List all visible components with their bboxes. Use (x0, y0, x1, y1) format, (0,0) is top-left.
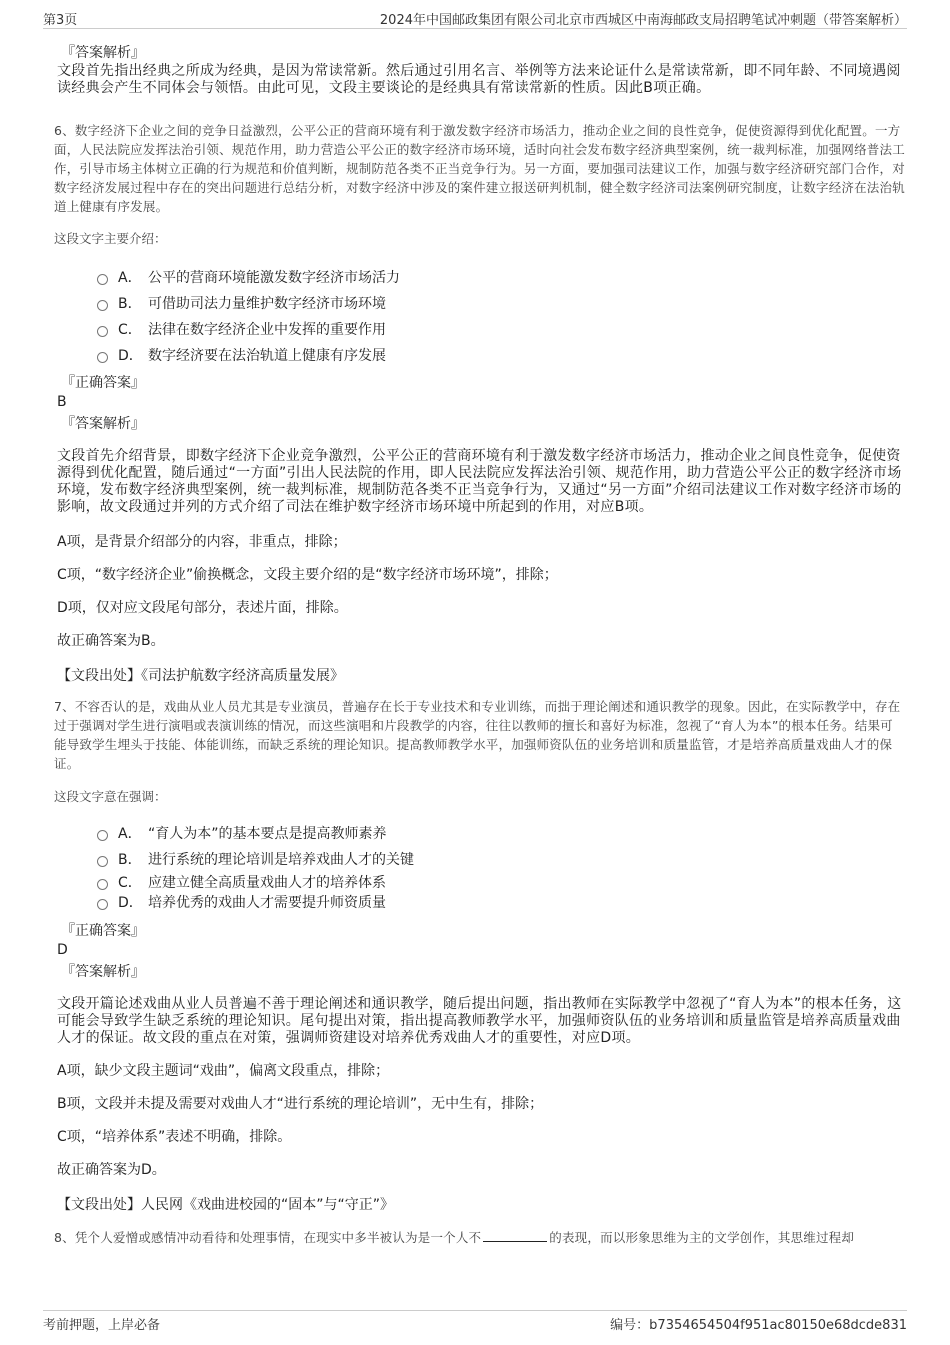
q7-option-c[interactable] (97, 872, 905, 892)
radio-icon[interactable] (97, 856, 108, 867)
q5-analysis-label: 『答案解析』 (61, 45, 145, 61)
radio-icon[interactable] (97, 830, 108, 841)
option-text: 培养优秀的戏曲人才需要提升师资质量 (148, 895, 386, 911)
q8-question-text (54, 1228, 905, 1247)
q6-source: 【文段出处】《司法护航数字经济高质量发展》 (57, 668, 344, 684)
q6-point-a: A项，是背景介绍部分的内容，非重点，排除； (57, 534, 347, 550)
answer-blank (483, 1229, 547, 1242)
q6-question-text: 6、数字经济下企业之间的竞争日益激烈，公平公正的营商环境有利于激发数字经济市场活力，推动企业之间的良性竞争，促使资源得到优化配置。一方面，人民法院应发挥法治引领、规范作用，助力营造公平公正的数字经济市场环境，适时向社会发布数字经济典型案例，统一裁判标准，加强网络普法工作，引导市场主体树立正确的行为规范和价值判断，规制防范各类不正当竞争行为。另一方面，要加强司法建议工作，加强与数字经济研究部门合作，对数字经济发展过程中存在的突出问题进行总结分析，对数字经济中涉及的案件建立报送研判机制，健全数字经济司法案例研究制度，让数字经济在法治轨道上健康有序发展。 (54, 123, 905, 214)
q7-point-c: C项，“培养体系”表述不明确，排除。 (57, 1129, 292, 1145)
q7-conclusion: 故正确答案为D。 (57, 1162, 166, 1178)
option-letter: B． (118, 296, 142, 312)
q7-analysis-label: 『答案解析』 (61, 964, 145, 980)
q7-analysis-text: 文段开篇论述戏曲从业人员普遍不善于理论阐述和通识教学，随后提出问题，指出教师在实际教学中忽视了“育人为本”的根本任务，这可能会导致学生缺乏系统的理论知识。尾句提出对策，指出提高教师教学水平，加强师资队伍的业务培训和质量监管是培养高质量戏曲人才的保证。故文段的重点在对策，强调师资建设对培养优秀戏曲人才的重要性，对应D项。 (57, 996, 902, 1046)
q7-point-a: A项，缺少文段主题词“戏曲”，偏离文段重点，排除； (57, 1063, 390, 1079)
q7-prompt: 这段文字意在强调： (54, 789, 167, 804)
q5-analysis-text: 文段首先指出经典之所成为经典，是因为常读常新。然后通过引用名言、举例等方法来论证什么是常读常新，即不同年龄、不同境遇阅读经典会产生不同体会与领悟。由此可见，文段主要谈论的是经典具有常读常新的性质。因此B项正确。 (57, 63, 901, 96)
radio-icon[interactable] (97, 879, 108, 890)
option-letter: A． (118, 270, 142, 286)
radio-icon[interactable] (97, 326, 108, 337)
q6-point-c: C项，“数字经济企业”偷换概念，文段主要介绍的是“数字经济市场环境”，排除； (57, 567, 558, 583)
option-text: “育人为本”的基本要点是提高教师素养 (148, 826, 387, 842)
q6-option-c[interactable] (97, 316, 905, 342)
q7-answer-label: 『正确答案』 (61, 923, 145, 939)
radio-icon[interactable] (97, 300, 108, 311)
radio-icon[interactable] (97, 274, 108, 285)
option-letter: A． (118, 826, 142, 842)
q6-option-b[interactable] (97, 290, 905, 316)
option-letter: B． (118, 852, 142, 868)
option-text: 可借助司法力量维护数字经济市场环境 (148, 296, 386, 312)
q7-options (97, 820, 905, 912)
q6-answer-value: B (57, 394, 67, 410)
q7-option-b[interactable] (97, 846, 905, 872)
radio-icon[interactable] (97, 899, 108, 910)
footer-slogan: 考前押题，上岸必备 (43, 1318, 161, 1333)
q6-point-d: D项，仅对应文段尾句部分，表述片面，排除。 (57, 600, 348, 616)
option-text: 数字经济要在法治轨道上健康有序发展 (148, 348, 386, 364)
document-title: 2024年中国邮政集团有限公司北京市西城区中南海邮政支局招聘笔试冲刺题（带答案解析） (379, 12, 907, 28)
option-text: 应建立健全高质量戏曲人才的培养体系 (148, 875, 386, 891)
radio-icon[interactable] (97, 352, 108, 363)
option-text: 公平的营商环境能激发数字经济市场活力 (148, 270, 400, 286)
document-id: 编号：b7354654504f951ac80150e68dcde831 (610, 1318, 907, 1333)
q6-analysis-text: 文段首先介绍背景，即数字经济下企业竞争激烈，公平公正的营商环境有利于激发数字经济市场活力，推动企业之间良性竞争，促使资源得到优化配置，随后通过“一方面”引出人民法院的作用，即人民法院应发挥法治引领、规范作用，助力营造公平公正的数字经济市场环境，发布数字经济典型案例，统一裁判标准，规制防范各类不正当竞争行为，又通过“另一方面”介绍司法建议工作对数字经济市场的影响，故文段通过并列的方式介绍了司法在维护数字经济市场环境中所起到的作用，对应B项。 (57, 448, 902, 515)
option-letter: C． (118, 322, 142, 338)
q6-conclusion: 故正确答案为B。 (57, 633, 165, 649)
q7-source: 【文段出处】人民网《戏曲进校园的“固本”与“守正”》 (57, 1197, 395, 1213)
q7-option-d[interactable] (97, 892, 905, 912)
q6-answer-label: 『正确答案』 (61, 375, 145, 391)
q8-text-after: 的表现，而以形象思维为主的文学创作，其思维过程却 (549, 1230, 855, 1245)
q6-analysis-label: 『答案解析』 (61, 416, 145, 432)
q7-option-a[interactable] (97, 820, 905, 846)
q6-options (97, 264, 905, 368)
option-text: 法律在数字经济企业中发挥的重要作用 (148, 322, 386, 338)
page-number: 第3页 (43, 12, 78, 28)
page-header (43, 8, 907, 29)
q7-question-text: 7、不容否认的是，戏曲从业人员尤其是专业演员，普遍存在长于专业技术和专业训练，而拙于理论阐述和通识教学的现象。因此，在实际教学中，存在过于强调对学生进行演唱或表演训练的情况，而这些演唱和片段教学的内容，往往以教师的擅长和喜好为标准，忽视了“育人为本”的根本任务。结果可能导致学生埋头于技能、体能训练，而缺乏系统的理论知识。提高教师教学水平，加强师资队伍的业务培训和质量监管，才是培养高质量戏曲人才的保证。 (54, 699, 901, 771)
option-letter: C． (118, 875, 142, 891)
page-footer (43, 1310, 907, 1333)
option-letter: D． (118, 895, 143, 911)
q6-option-a[interactable] (97, 264, 905, 290)
option-letter: D． (118, 348, 143, 364)
q7-answer-value: D (57, 942, 68, 958)
main-content (54, 44, 905, 1247)
q7-point-b: B项，文段并未提及需要对戏曲人才“进行系统的理论培训”，无中生有，排除； (57, 1096, 544, 1112)
q6-option-d[interactable] (97, 342, 905, 368)
q8-text-before: 8、凭个人爱憎或感情冲动看待和处理事情，在现实中多半被认为是一个人不 (54, 1230, 482, 1245)
option-text: 进行系统的理论培训是培养戏曲人才的关键 (148, 852, 414, 868)
q6-prompt: 这段文字主要介绍： (54, 231, 167, 246)
